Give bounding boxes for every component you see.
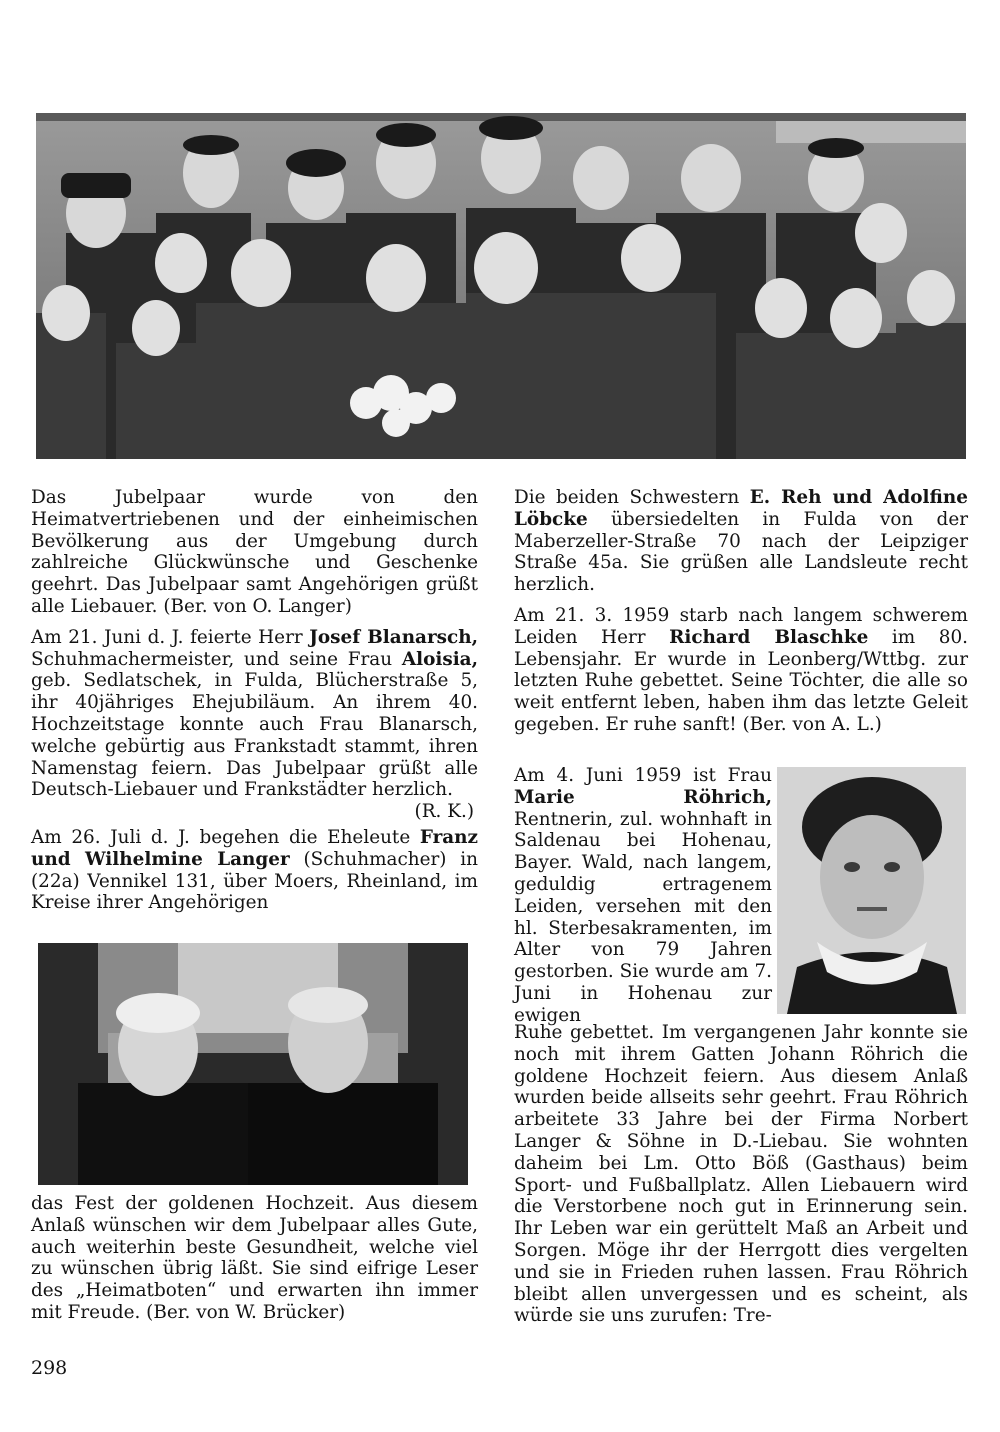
- article-roehrich-continued: Ruhe gebettet. Im vergangenen Jahr konnte sie noch mit ihrem Gatten Johann Röhrich die goldene Hochzeit feiern. Aus diesem Anlaß wurden beide allseits sehr geehrt. Frau Röhrich arbeitete 33 Jahre bei der Firma Norbert Langer & Söhne in D.-Liebau. Sie wohnten daheim bei Lm. Otto Böß (Gasthaus) beim Sport- und Fußballplatz. Allen Liebauern wird die Verstorbene noch gut in Erinnerung sein. Ihr Leben war ein gerüttelt Maß an Arbeit und Sorgen. Möge ihr der Herrgott dies vergelten und sie in Frieden ruhen lassen. Frau Röhrich bleibt allen unvergessen und es scheint, als würde sie uns zurufen: Tre-: [514, 1022, 968, 1327]
- left-column: [31, 487, 478, 914]
- article-langer: Am 26. Juli d. J. begehen die Eheleute Franz und Wilhelmine Langer (Schuhmacher) in (22a) Vennikel 131, über Moers, Rheinland, im Kreise ihrer Angehörigen: [31, 826, 478, 914]
- right-column: [514, 487, 968, 736]
- right-column-obituary: [514, 765, 772, 1027]
- group-photo-image: [36, 113, 966, 459]
- group-photo: [36, 113, 966, 459]
- portrait-photo: [777, 767, 966, 1014]
- name-franz-wilhelmine-langer: Franz und Wilhelmine Langer: [31, 826, 478, 870]
- right-column-continued: [514, 1022, 968, 1327]
- name-marie-roehrich: Marie Röhrich,: [514, 786, 772, 808]
- article-jubelpaar-end: Das Jubelpaar wurde von den Heimatvertriebenen und der einheimischen Bevölkerung aus der Umgebung durch zahlreiche Glückwünsche und Geschenke geehrt. Das Jubelpaar samt Angehörigen grüßt alle Liebauer. (Ber. von O. Langer): [31, 487, 478, 617]
- name-richard-blaschke: Richard Blaschke: [669, 626, 869, 648]
- page-number: 298: [31, 1357, 68, 1379]
- name-josef-blanarsch: Josef Blanarsch,: [309, 626, 478, 648]
- article-langer-continued: das Fest der goldenen Hochzeit. Aus diesem Anlaß wünschen wir dem Jubelpaar alles Gute, auch weiterhin beste Gesundheit, welche viel zu wünschen übrig läßt. Sie sind eifrige Leser des „Heimatboten“ und erwarten ihn immer mit Freude. (Ber. von W. Brücker): [31, 1193, 478, 1323]
- signature-rk: (R. K.): [414, 801, 474, 823]
- article-roehrich: Am 4. Juni 1959 ist Frau Marie Röhrich, Rentnerin, zul. wohnhaft in Saldenau bei Hohenau, Bayer. Wald, nach langem, geduldig ertragenem Leiden, versehen mit den hl. Sterbesakramenten, im Alter von 79 Jahren gestorben. Sie wurde am 7. Juni in Hohenau zur ewigen: [514, 765, 772, 1026]
- article-blaschke: Am 21. 3. 1959 starb nach langem schwerem Leiden Herr Richard Blaschke im 80. Lebensjahr. Er wurde in Leonberg/Wttbg. zur letzten Ruhe gebettet. Seine Töchter, die alle so weit entfernt leben, haben ihm das letzte Geleit gegeben. Er ruhe sanft! (Ber. von A. L.): [514, 604, 968, 735]
- name-reh-loebcke: E. Reh und Adolfine Löbcke: [514, 487, 968, 530]
- left-column-continued: [31, 1193, 478, 1324]
- name-aloisia: Aloisia,: [401, 648, 478, 670]
- article-reh-loebcke: Die beiden Schwestern E. Reh und Adolfine Löbcke übersiedelten in Fulda von der Maberzeller-Straße 70 nach der Leipziger Straße 45a. Sie grüßen alle Landsleute recht herzlich.: [514, 487, 968, 596]
- article-blanarsch: Am 21. Juni d. J. feierte Herr Josef Blanarsch, Schuhmachermeister, und seine Frau Aloisia, geb. Sedlatschek, in Fulda, Blücherstraße 5, ihr 40jähriges Ehejubiläum. An ihrem 40. Hochzeitstage konnte auch Frau Blanarsch, welche gebürtig aus Frankstadt stammt, ihren Namenstag feiern. Das Jubelpaar grüßt alle Deutsch-Liebauer und Frankstädter herzlich.: [31, 626, 478, 801]
- couple-photo: [38, 943, 468, 1185]
- portrait-photo-image: [777, 767, 966, 1014]
- couple-photo-image: [38, 943, 468, 1185]
